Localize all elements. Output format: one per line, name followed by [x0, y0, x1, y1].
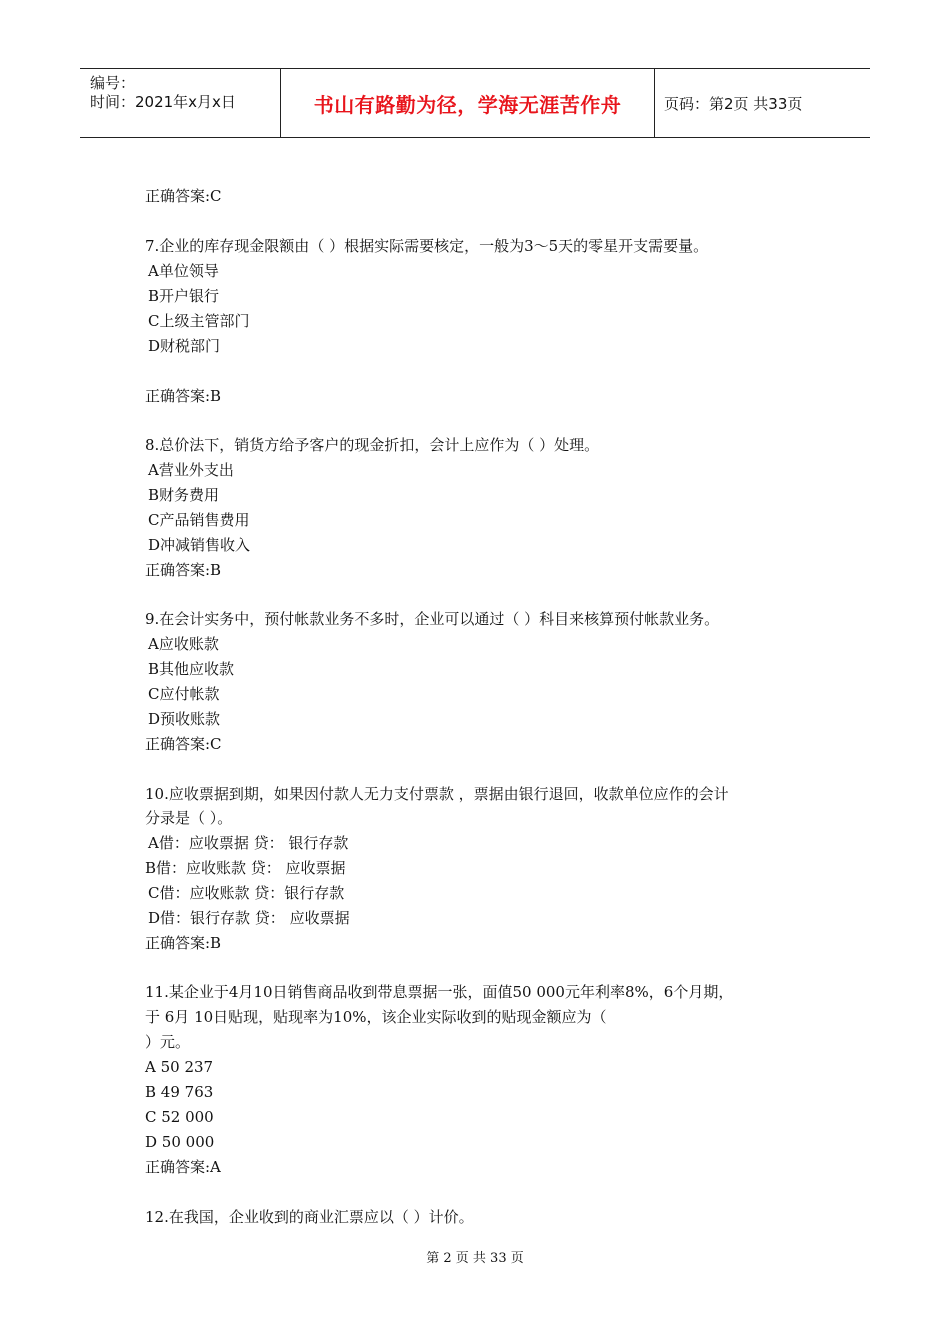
header-motto: 书山有路勤为径，学海无涯苦作舟: [313, 92, 622, 117]
answer-line: 正确答案:B: [145, 387, 222, 405]
option-line: C借：应收账款 贷：银行存款: [148, 884, 345, 902]
question-7: 7.企业的库存现金限额由（ ）根据实际需要核定，一般为3～5天的零星开支需要量。: [145, 237, 709, 255]
question-11-continued: ）元。: [145, 1033, 191, 1051]
option-line: B财务费用: [148, 486, 220, 504]
document-number-label: 编号：: [90, 74, 136, 92]
option-line: D 50 000: [145, 1133, 215, 1151]
option-line: A借：应收票据 贷： 银行存款: [148, 834, 349, 852]
answer-line: 正确答案:B: [145, 934, 222, 952]
option-line: A应收账款: [148, 635, 219, 653]
question-9: 9.在会计实务中，预付帐款业务不多时，企业可以通过（ ）科目来核算预付帐款业务。: [145, 610, 720, 628]
answer-line: 正确答案:A: [145, 1158, 221, 1176]
question-11: 11.某企业于4月10日销售商品收到带息票据一张，面值50 000元年利率8%，6个月期，: [145, 983, 734, 1001]
option-line: C上级主管部门: [148, 312, 250, 330]
option-line: C应付帐款: [148, 685, 220, 703]
header-page-info: 页码：第2页 共33页: [664, 95, 803, 113]
option-line: A 50 237: [145, 1058, 214, 1076]
option-line: B开户银行: [148, 287, 220, 305]
header-meta-cell: [80, 69, 281, 137]
question-10-continued: 分录是（ ）。: [145, 809, 233, 827]
option-line: D财税部门: [148, 337, 221, 355]
option-line: C 52 000: [145, 1108, 214, 1126]
question-10: 10.应收票据到期，如果因付款人无力支付票款 ，票据由银行退回，收款单位应作的会计: [145, 785, 729, 803]
option-line: D预收账款: [148, 710, 221, 728]
page-footer: 第 2 页 共 33 页: [426, 1251, 524, 1266]
answer-line: 正确答案:B: [145, 561, 222, 579]
option-line: B借：应收账款 贷： 应收票据: [145, 859, 346, 877]
question-11-continued: 于 6月 10日贴现，贴现率为10%，该企业实际收到的贴现金额应为（: [145, 1008, 607, 1026]
option-line: C产品销售费用: [148, 511, 250, 529]
option-line: B其他应收款: [148, 660, 235, 678]
option-line: D借：银行存款 贷： 应收票据: [148, 909, 350, 927]
answer-line: 正确答案:C: [145, 187, 222, 205]
question-12: 12.在我国，企业收到的商业汇票应以（ ）计价。: [145, 1208, 474, 1226]
answer-line: 正确答案:C: [145, 735, 222, 753]
option-line: A单位领导: [148, 262, 219, 280]
option-line: D冲减销售收入: [148, 536, 251, 554]
document-time: 时间：2021年x月x日: [90, 93, 236, 111]
option-line: B 49 763: [145, 1083, 214, 1101]
header-motto-cell: [281, 69, 655, 137]
page-header: [80, 68, 870, 138]
option-line: A营业外支出: [148, 461, 234, 479]
question-8: 8.总价法下，销货方给予客户的现金折扣，会计上应作为（ ）处理。: [145, 436, 600, 454]
